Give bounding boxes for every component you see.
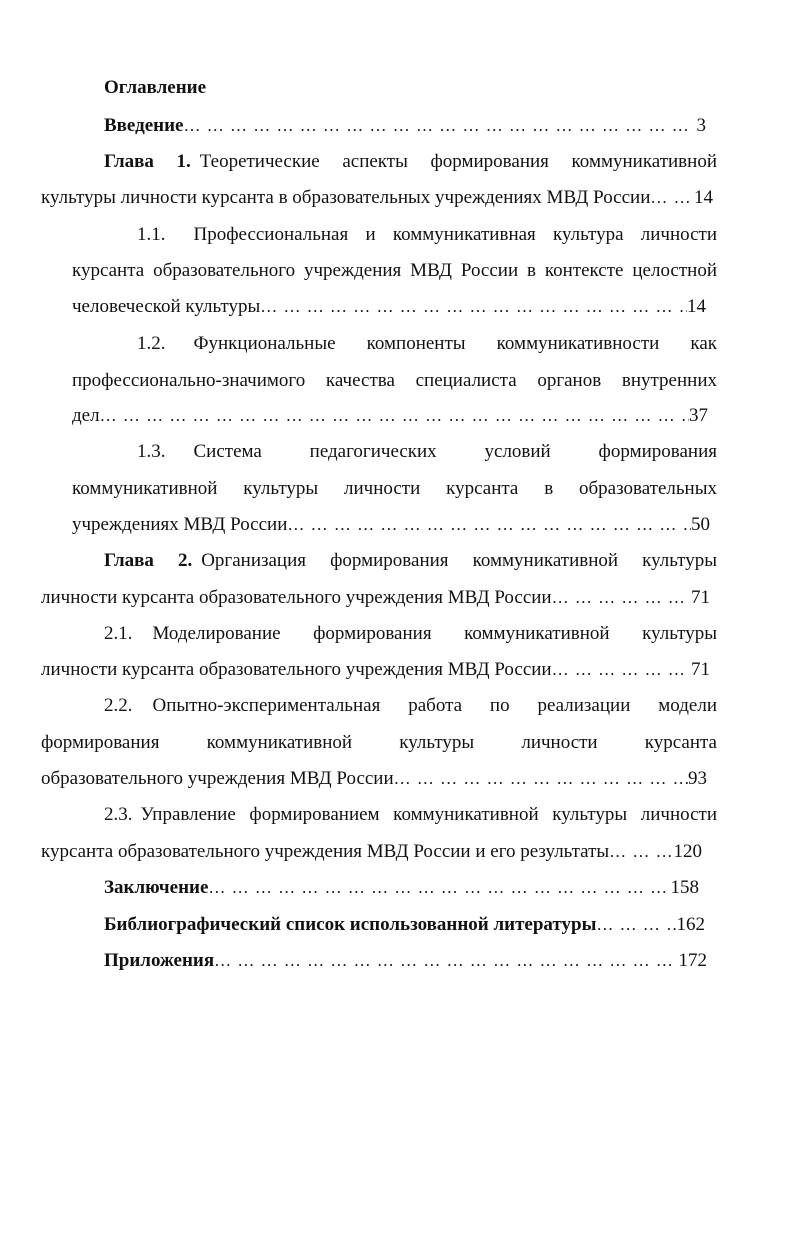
dot-leader: [609, 838, 673, 866]
toc-section-2-1-line-2[interactable]: [41, 656, 710, 684]
dot-leader: [394, 765, 688, 793]
dot-leader: [214, 947, 678, 975]
toc-page-number: 120: [673, 841, 702, 862]
section-number: 2.2.: [104, 695, 133, 716]
section-title-part: курсанта образовательного учреждения МВД России в контексте целостной: [72, 260, 717, 281]
dot-leader: [287, 511, 691, 539]
dot-leader: [552, 656, 691, 684]
toc-entry-title: Введение: [104, 115, 184, 136]
section-title-part: человеческой культуры: [72, 296, 261, 317]
section-title-part: Управление формированием коммуникативной культуры личности: [140, 804, 717, 825]
toc-section-1-2-line-2[interactable]: [72, 367, 717, 395]
toc-section-1-3-line-2[interactable]: [72, 475, 717, 503]
toc-page-number: 37: [689, 405, 708, 426]
toc-entry-conclusion[interactable]: [104, 874, 699, 902]
dot-leader: [596, 911, 676, 939]
toc-page-number: 71: [691, 587, 710, 608]
toc-section-2-3-line-2[interactable]: [41, 838, 702, 866]
section-title-part: формирования коммуникативной культуры личности курсанта: [41, 732, 717, 753]
toc-chapter-1-line-2[interactable]: [41, 184, 713, 212]
toc-page-number: 14: [694, 187, 713, 208]
section-number: 1.2.: [137, 333, 166, 354]
toc-page-number: 162: [676, 914, 705, 935]
toc-section-1-3-line-1[interactable]: [137, 438, 717, 466]
section-title-part: профессионально-значимого качества специалиста органов внутренних: [72, 370, 717, 391]
toc-page-number: 50: [691, 514, 710, 535]
chapter-title-part: личности курсанта образовательного учреждения МВД России: [41, 587, 552, 608]
section-title-part: курсанта образовательного учреждения МВД России и его результаты: [41, 841, 610, 862]
toc-section-1-1-line-2[interactable]: [72, 257, 717, 285]
chapter-label: Глава 1.: [104, 151, 191, 172]
chapter-title-part: Теоретические аспекты формирования коммуникативной: [199, 151, 717, 172]
page-title: Оглавление: [104, 77, 207, 98]
section-title-part: личности курсанта образовательного учреждения МВД России: [41, 659, 552, 680]
toc-page-number: 3: [696, 115, 706, 136]
toc-page-number: 71: [691, 659, 710, 680]
toc-entry-title: Библиографический список использованной литературы: [104, 914, 597, 935]
toc-section-1-2-line-3[interactable]: [72, 402, 708, 430]
section-number: 1.1.: [137, 224, 166, 245]
dot-leader: [208, 874, 670, 902]
dot-leader: [552, 584, 691, 612]
section-title-part: Опытно-экспериментальная работа по реализации модели: [152, 695, 717, 716]
section-number: 1.3.: [137, 441, 166, 462]
toc-chapter-1-line-1[interactable]: [104, 148, 717, 176]
toc-chapter-2-line-1[interactable]: [104, 547, 717, 575]
chapter-title-part: Организация формирования коммуникативной культуры: [201, 550, 717, 571]
toc-section-2-2-line-3[interactable]: [41, 765, 707, 793]
toc-entry-bibliography[interactable]: [104, 911, 705, 939]
section-title-part: учреждениях МВД России: [72, 514, 288, 535]
section-title-part: Функциональные компоненты коммуникативности как: [193, 333, 717, 354]
toc-page-number: 158: [670, 877, 699, 898]
toc-section-2-2-line-1[interactable]: [104, 692, 717, 720]
toc-page-number: 93: [688, 768, 707, 789]
toc-page-number: 172: [678, 950, 707, 971]
chapter-label: Глава 2.: [104, 550, 193, 571]
chapter-title-part: культуры личности курсанта в образовательных учреждениях МВД России: [41, 187, 651, 208]
toc-entry-title: Приложения: [104, 950, 215, 971]
section-title-part: образовательного учреждения МВД России: [41, 768, 394, 789]
dot-leader: [260, 293, 687, 321]
toc-section-2-3-line-1[interactable]: [104, 801, 717, 829]
dot-leader: [100, 402, 689, 430]
dot-leader: [184, 112, 697, 140]
section-title-part: коммуникативной культуры личности курсанта в образовательных: [72, 478, 717, 499]
section-number: 2.1.: [104, 623, 133, 644]
section-title-part: Профессиональная и коммуникативная культура личности: [193, 224, 717, 245]
toc-section-1-2-line-1[interactable]: [137, 330, 717, 358]
toc-entry-title: Заключение: [104, 877, 209, 898]
section-number: 2.3.: [104, 804, 133, 825]
toc-entry-appendices[interactable]: [104, 947, 707, 975]
toc-section-1-1-line-1[interactable]: [137, 221, 717, 249]
toc-chapter-2-line-2[interactable]: [41, 584, 710, 612]
toc-entry-introduction[interactable]: [104, 112, 706, 140]
toc-section-2-2-line-2[interactable]: [41, 729, 717, 757]
dot-leader: [650, 184, 694, 212]
toc-section-1-3-line-3[interactable]: [72, 511, 710, 539]
section-title-part: Система педагогических условий формирования: [193, 441, 717, 462]
toc-section-2-1-line-1[interactable]: [104, 620, 717, 648]
section-title-part: Моделирование формирования коммуникативной культуры: [152, 623, 717, 644]
section-title-part: дел: [72, 405, 100, 426]
toc-page-number: 14: [687, 296, 706, 317]
toc-section-1-1-line-3[interactable]: [72, 293, 706, 321]
